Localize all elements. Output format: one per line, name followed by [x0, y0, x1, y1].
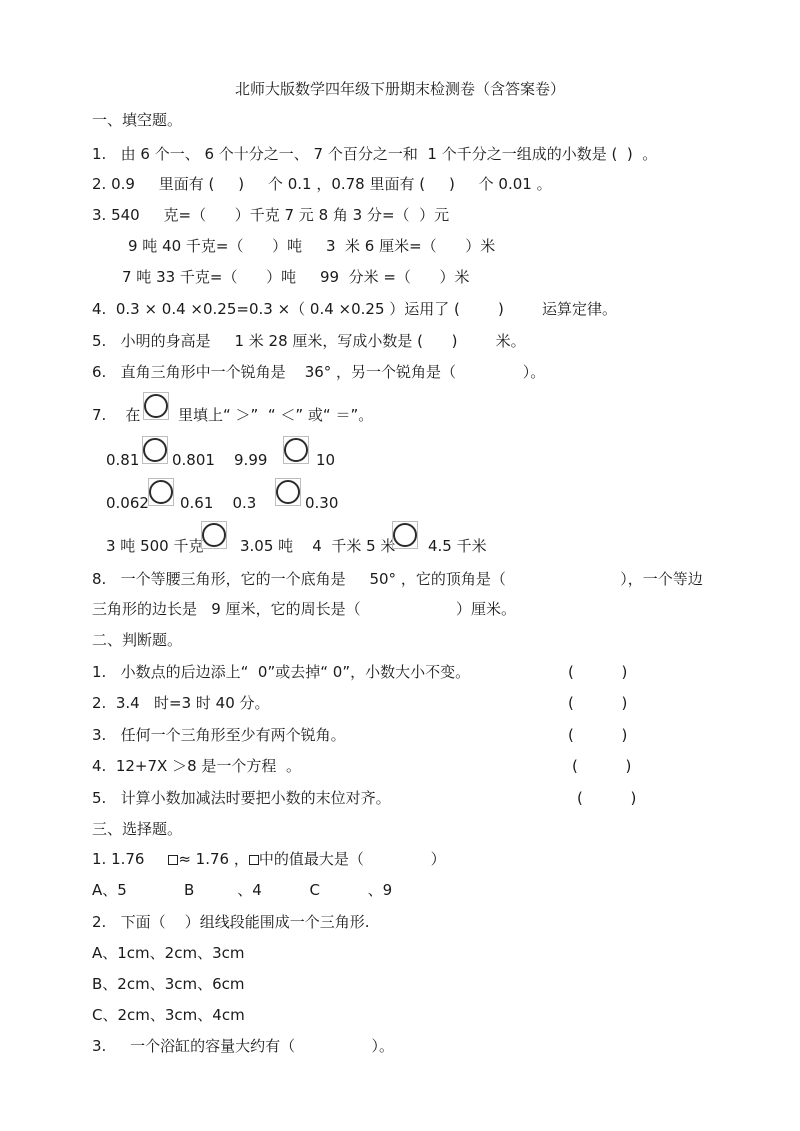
section-heading-choice: 三、选择题。: [92, 820, 183, 838]
fill-question-2: 2. 0.9 里面有 ( ) 个 0.1 ，0.78 里面有 ( ) 个 0.01 。: [92, 175, 552, 193]
square-blank-icon: [168, 855, 178, 865]
judge-question-2: 2. 3.4 时=3 时 40 分。: [92, 694, 270, 712]
choice-option-b: B、2cm、3cm、6cm: [92, 975, 245, 993]
judge-question-5: 5. 计算小数加减法时要把小数的末位对齐。: [92, 789, 391, 807]
compare-item: 4.5 千米: [428, 537, 487, 555]
judge-question-3: 3. 任何一个三角形至少有两个锐角。: [92, 726, 346, 744]
choice-option-c: C、2cm、3cm、4cm: [92, 1006, 245, 1024]
answer-blank[interactable]: ( ): [572, 757, 632, 775]
judge-question-4: 4. 12+7X ＞8 是一个方程 。: [92, 757, 301, 775]
choice-question-1-middle: ≈ 1.76 ，: [178, 850, 249, 868]
square-blank-icon: [249, 855, 259, 865]
choice-question-1-prefix: 1. 1.76: [92, 850, 169, 868]
fill-question-3a: 3. 540 克=（ ）千克 7 元 8 角 3 分=（ ）元: [92, 206, 450, 224]
fill-question-8a: 8. 一个等腰三角形，它的一个底角是 50° ，它的顶角是（ ），一个等边: [92, 570, 703, 588]
circle-blank-icon[interactable]: [143, 392, 169, 420]
circle-blank-icon[interactable]: [275, 478, 301, 506]
answer-blank[interactable]: ( ): [577, 789, 637, 807]
judge-question-1: 1. 小数点的后边添上“ 0”或去掉“ 0”，小数大小不变。: [92, 663, 471, 681]
section-heading-fill: 一、填空题。: [92, 111, 183, 129]
compare-item: 3.05 吨 4 千米 5 米: [240, 537, 396, 555]
fill-question-4: 4. 0.3 × 0.4 ×0.25=0.3 ×（ 0.4 ×0.25 ）运用了 ( ) 运算定律。: [92, 300, 618, 318]
choice-question-2: 2. 下面（ ）组线段能围成一个三角形.: [92, 913, 370, 931]
compare-item: 0.062: [106, 494, 149, 512]
fill-question-6: 6. 直角三角形中一个锐角是 36° ，另一个锐角是（ ）。: [92, 363, 546, 381]
fill-question-5: 5. 小明的身高是 1 米 28 厘米，写成小数是 ( ) 米。: [92, 332, 526, 350]
choice-question-1-suffix: 中的值最大是（ ）: [258, 850, 446, 868]
fill-question-3c: 7 吨 33 千克=（ ）吨 99 分米 =（ ）米: [122, 268, 470, 286]
fill-question-7-instruction: 里填上“ ＞” “ ＜” 或“ ＝”。: [178, 406, 374, 424]
answer-blank[interactable]: ( ): [568, 694, 628, 712]
circle-blank-icon[interactable]: [392, 521, 418, 549]
compare-item: 3 吨 500 千克: [106, 537, 204, 555]
choice-option-a: A、1cm、2cm、3cm: [92, 944, 245, 962]
circle-blank-icon[interactable]: [142, 436, 168, 464]
answer-blank[interactable]: ( ): [568, 663, 628, 681]
choice-question-1: [92, 850, 446, 868]
fill-question-3b: 9 吨 40 千克=（ ）吨 3 米 6 厘米=（ ）米: [128, 237, 496, 255]
circle-blank-icon[interactable]: [283, 436, 309, 464]
fill-question-1: 1. 由 6 个一、 6 个十分之一、 7 个百分之一和 1 个千分之一组成的小数是 ( ) 。: [92, 145, 658, 163]
compare-item: 0.81: [106, 451, 140, 469]
page-title: 北师大版数学四年级下册期末检测卷（含答案卷）: [234, 80, 565, 98]
choice-question-1-options: A、5 B 、4 C 、9: [92, 881, 393, 899]
compare-item: 0.801 9.99: [172, 451, 268, 469]
section-heading-judge: 二、判断题。: [92, 631, 183, 649]
compare-item: 0.61 0.3: [180, 494, 257, 512]
circle-blank-icon[interactable]: [148, 478, 174, 506]
answer-blank[interactable]: ( ): [568, 726, 628, 744]
compare-item: 10: [316, 451, 336, 469]
compare-item: 0.30: [305, 494, 339, 512]
fill-question-7-number: 7. 在: [92, 406, 141, 424]
fill-question-8b: 三角形的边长是 9 厘米，它的周长是（ ）厘米。: [92, 600, 516, 618]
choice-question-3: 3. 一个浴缸的容量大约有（ ）。: [92, 1037, 394, 1055]
circle-blank-icon[interactable]: [201, 521, 227, 549]
